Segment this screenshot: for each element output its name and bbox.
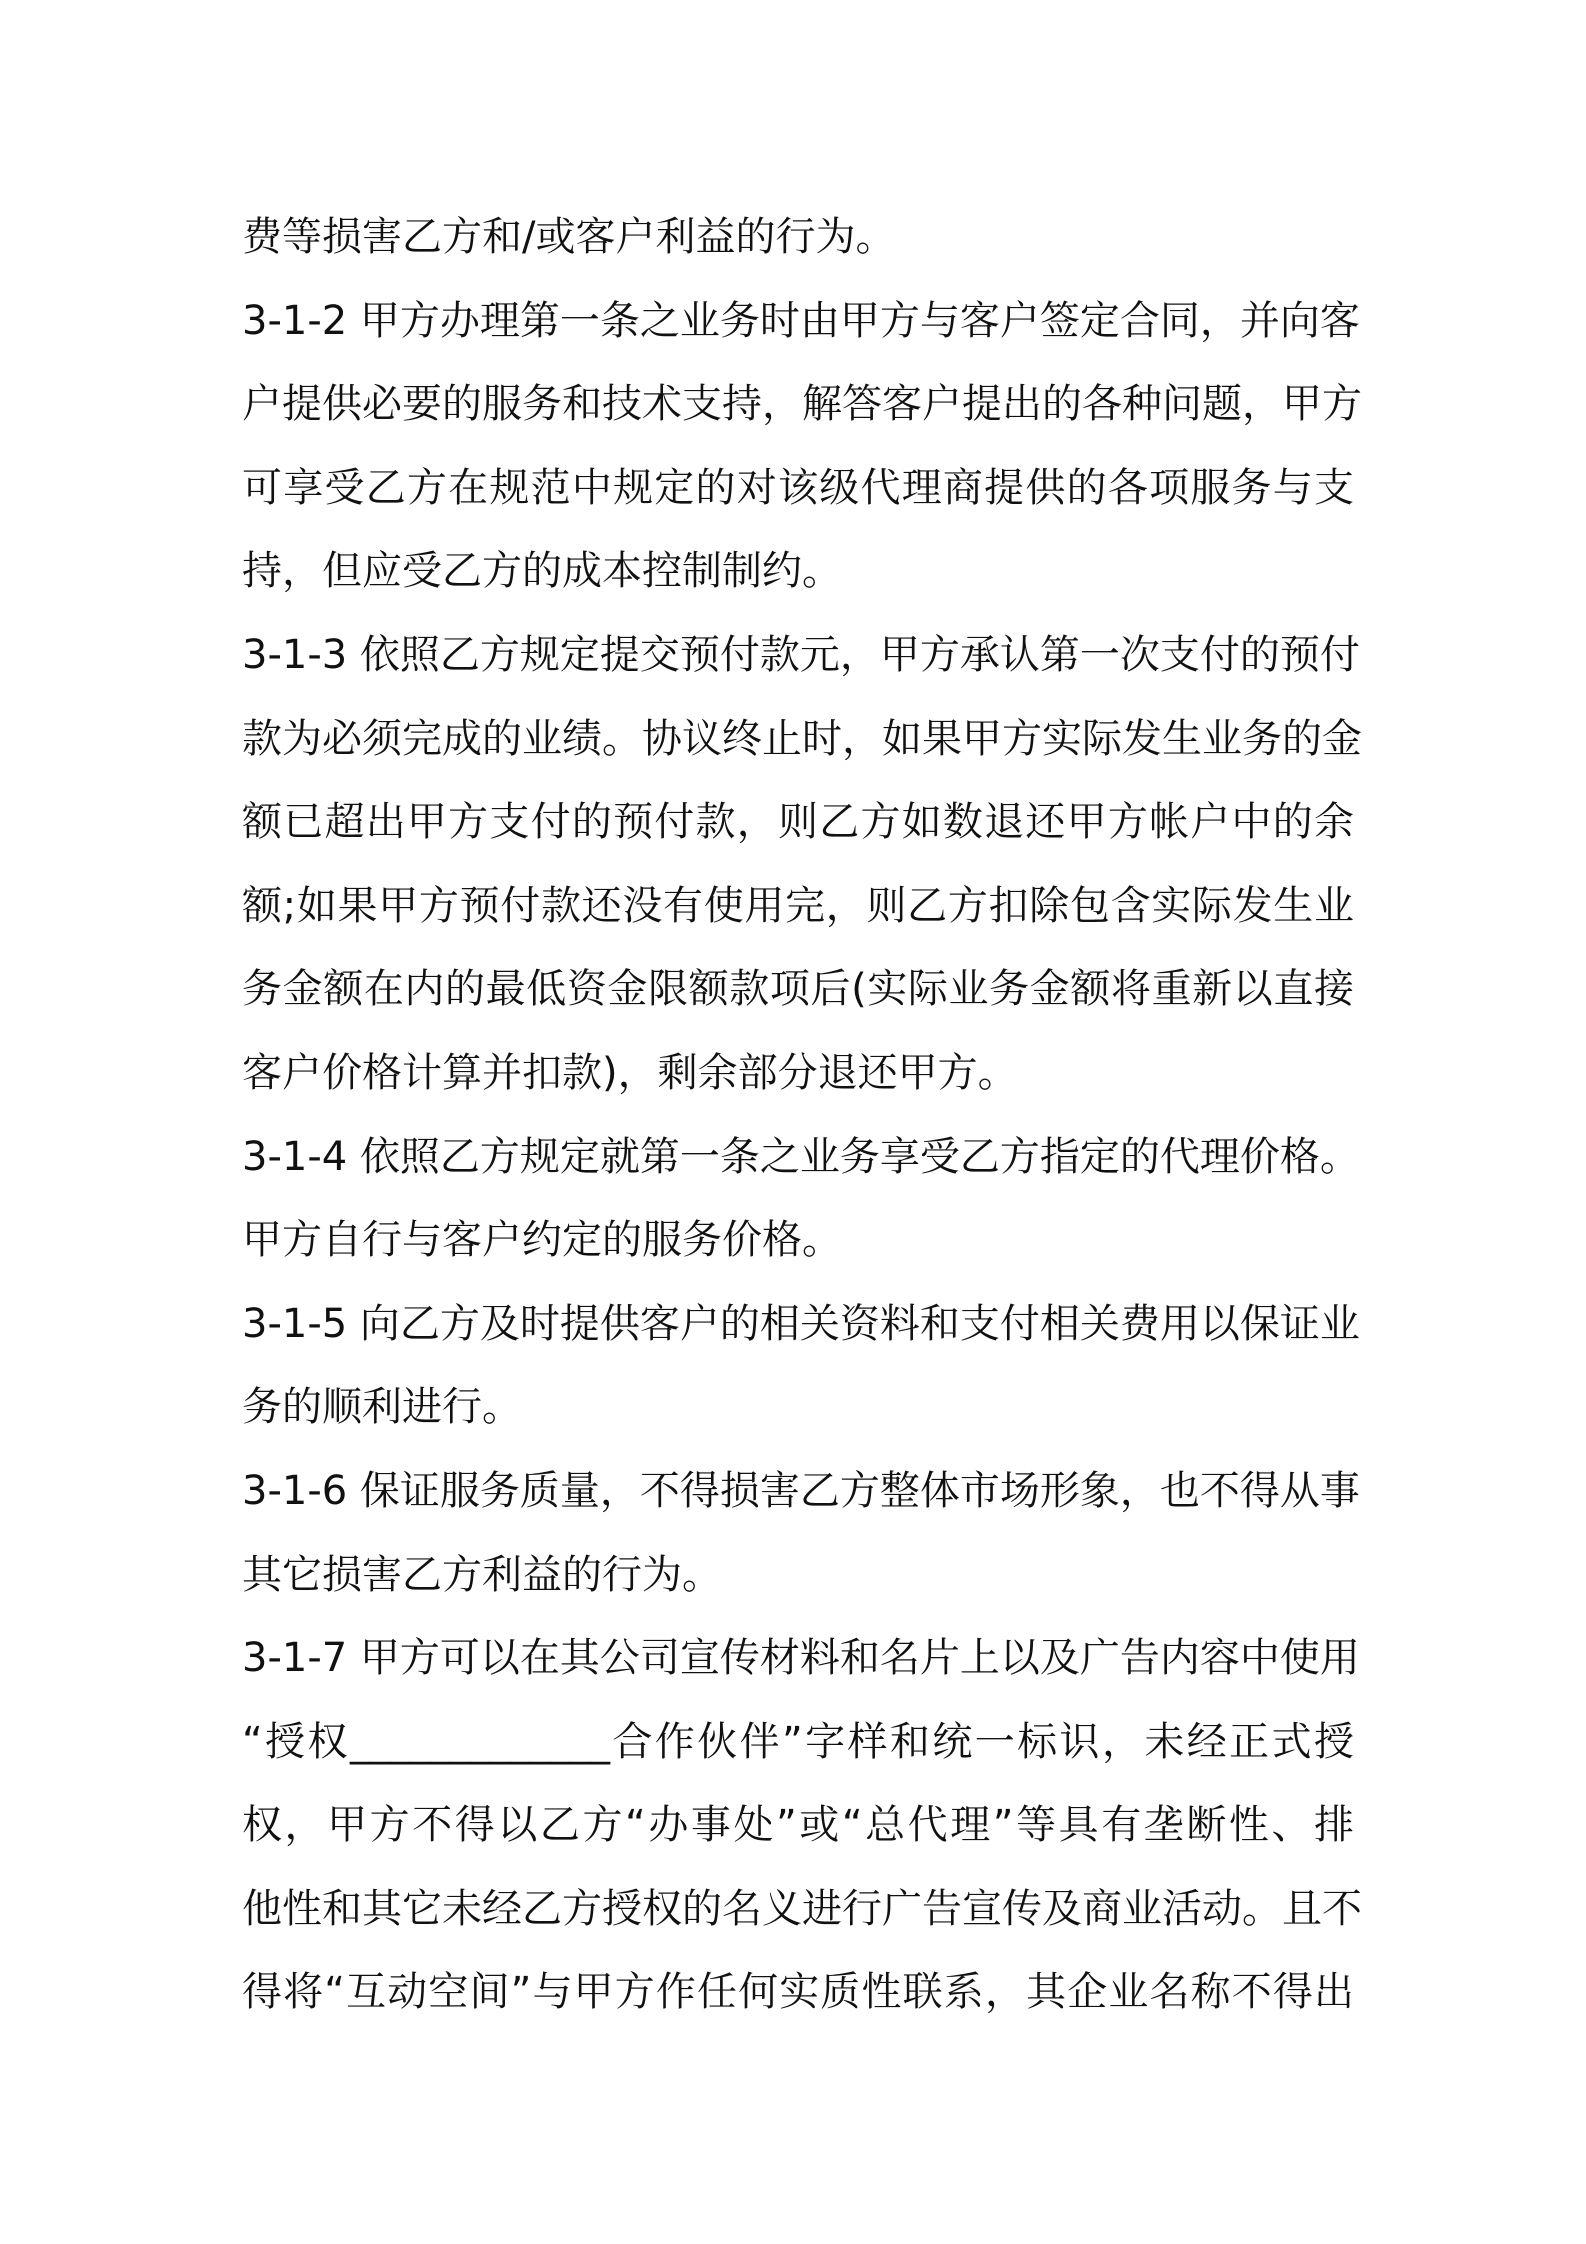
text-line: 额已超出甲方支付的预付款，则乙方如数退还甲方帐户中的余 [242, 799, 1354, 846]
text-line: 他性和其它未经乙方授权的名义进行广告宣传及商业活动。且不 [242, 1885, 1362, 1932]
text-line: 得将“互动空间”与甲方作任何实质性联系，其企业名称不得出 [242, 1969, 1354, 2016]
text-line: 3-1-6 保证服务质量，不得损害乙方整体市场形象，也不得从事 [242, 1467, 1360, 1514]
text-line: 务的顺利进行。 [242, 1384, 522, 1431]
text-line: 甲方自行与客户约定的服务价格。 [242, 1217, 842, 1264]
text-line: “授权_____________合作伙伴”字样和统一标识，未经正式授 [242, 1718, 1354, 1765]
text-line: 务金额在内的最低资金限额款项后(实际业务金额将重新以直接 [242, 966, 1354, 1013]
text-line: 款为必须完成的业绩。协议终止时，如果甲方实际发生业务的金 [242, 715, 1362, 762]
text-line: 其它损害乙方利益的行为。 [242, 1551, 722, 1598]
text-line: 客户价格计算并扣款)，剩余部分退还甲方。 [242, 1049, 1018, 1096]
text-line: 可享受乙方在规范中规定的对该级代理商提供的各项服务与支 [242, 464, 1354, 511]
text-line: 权，甲方不得以乙方“办事处”或“总代理”等具有垄断性、排 [242, 1802, 1354, 1849]
text-line: 3-1-5 向乙方及时提供客户的相关资料和支付相关费用以保证业 [242, 1300, 1360, 1347]
text-line: 3-1-3 依照乙方规定提交预付款元，甲方承认第一次支付的预付 [242, 631, 1360, 678]
text-line: 持，但应受乙方的成本控制制约。 [242, 548, 842, 595]
text-line: 3-1-2 甲方办理第一条之业务时由甲方与客户签定合同，并向客 [242, 297, 1360, 344]
document-body [242, 196, 1362, 2035]
text-line: 户提供必要的服务和技术支持，解答客户提出的各种问题，甲方 [242, 381, 1362, 428]
text-line: 3-1-7 甲方可以在其公司宣传材料和名片上以及广告内容中使用 [242, 1635, 1360, 1682]
text-line: 费等损害乙方和/或客户利益的行为。 [242, 214, 896, 260]
text-line: 3-1-4 依照乙方规定就第一条之业务享受乙方指定的代理价格。 [242, 1133, 1360, 1180]
text-line: 额;如果甲方预付款还没有使用完，则乙方扣除包含实际发生业 [242, 882, 1354, 929]
